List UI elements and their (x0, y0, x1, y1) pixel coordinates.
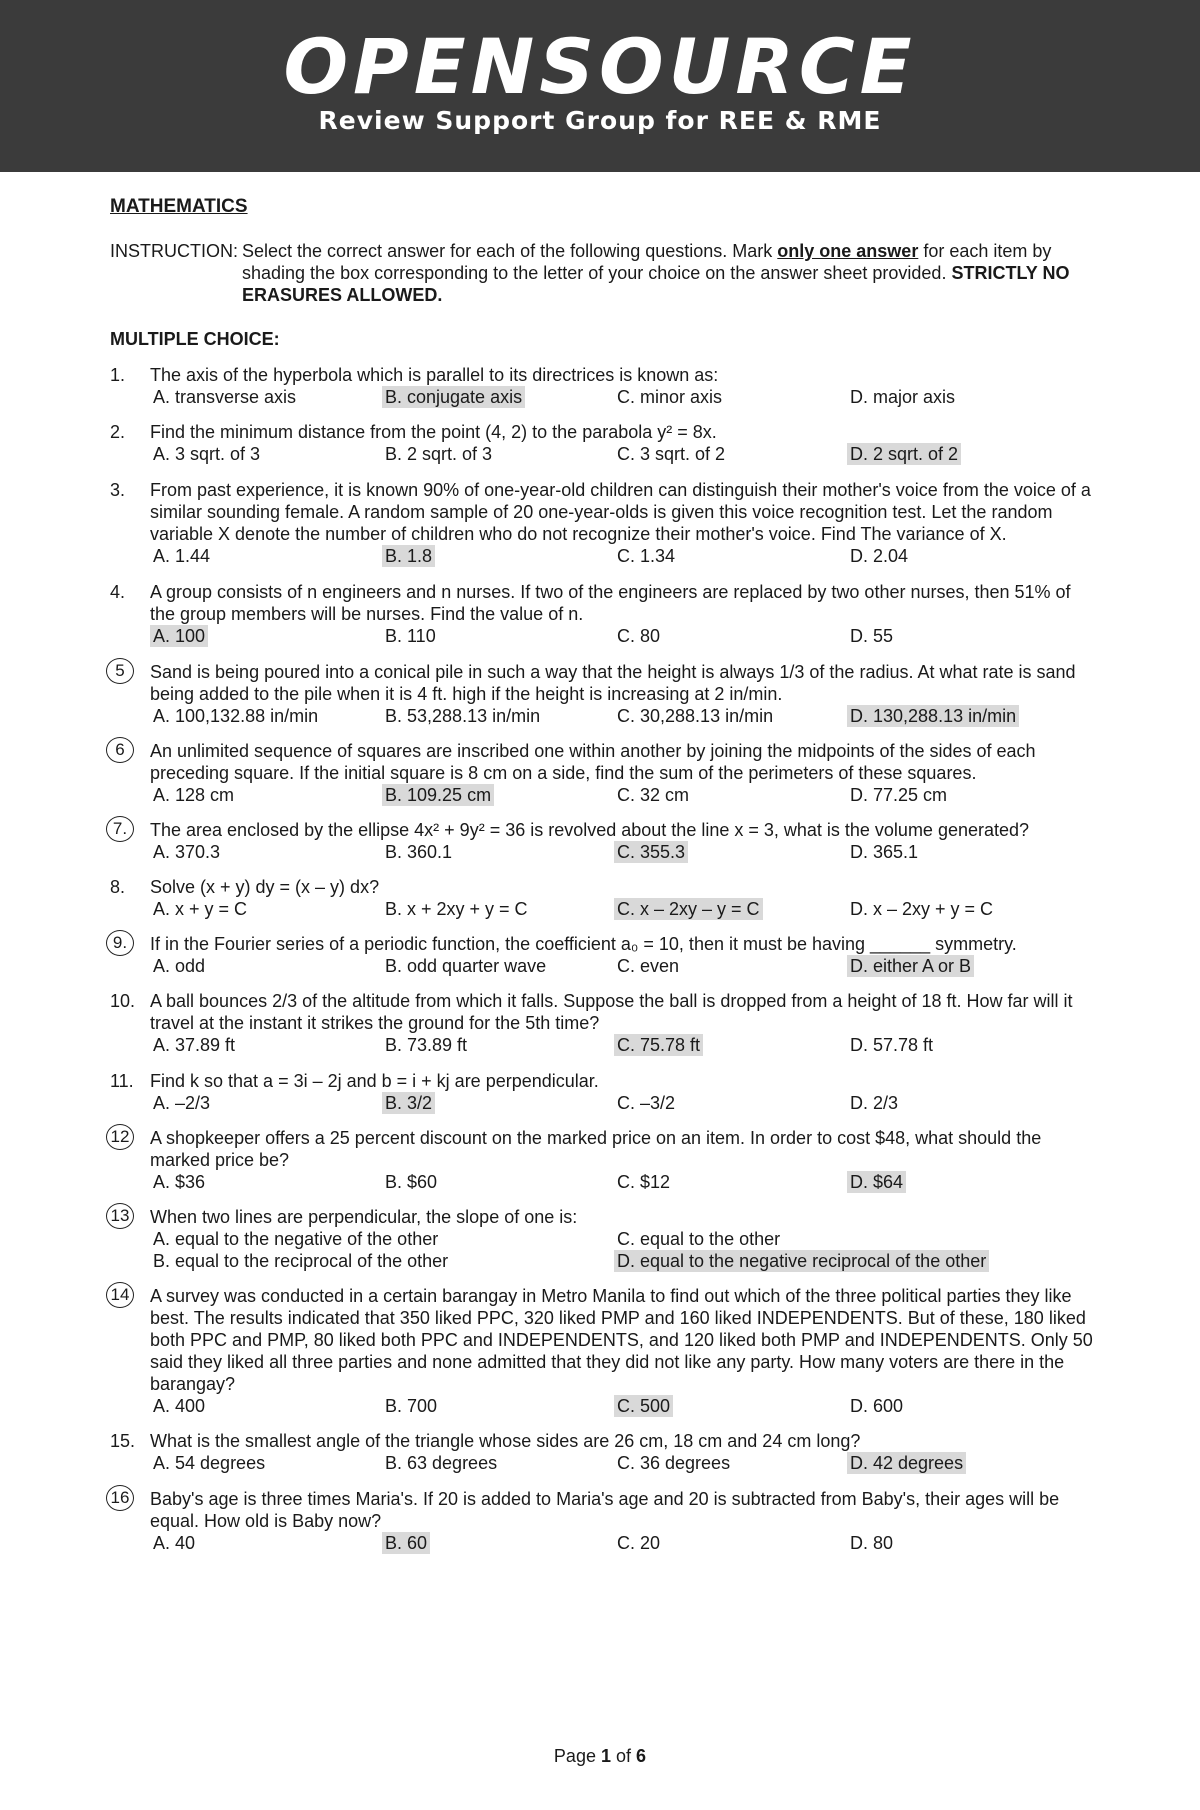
question-text: The axis of the hyperbola which is parallel to its directrices is known as: (150, 365, 719, 385)
question-item (110, 933, 1095, 979)
choice-row (150, 1171, 1095, 1195)
answer-choice[interactable]: D. 80 (850, 1533, 894, 1553)
answer-choice[interactable]: D. 2 sqrt. of 2 (847, 443, 961, 465)
answer-choice[interactable]: A. $36 (153, 1172, 206, 1192)
choice-row (150, 1395, 1095, 1419)
answer-choice[interactable]: A. 100,132.88 in/min (153, 706, 319, 726)
answer-choice[interactable]: C. 20 (617, 1533, 661, 1553)
question-number: 12 (106, 1124, 134, 1150)
answer-choice[interactable]: A. 1.44 (153, 546, 211, 566)
answer-choice[interactable]: B. 2 sqrt. of 3 (385, 444, 493, 464)
footer-current-page: 1 (600, 1746, 611, 1766)
brand-tagline: Review Support Group for REE & RME (318, 106, 882, 135)
choice-row (150, 705, 1095, 729)
answer-choice[interactable]: C. 500 (614, 1395, 673, 1417)
choice-row (150, 625, 1095, 649)
instruction-text (242, 241, 1070, 305)
choice-row (150, 443, 1095, 467)
question-text: An unlimited sequence of squares are inscribed one within another by joining the midpoints of the sides of each preceding square. If the initial square is 8 cm on a side, find the sum of the perimeters of these squares. (150, 741, 1036, 783)
choice-row (150, 841, 1095, 865)
instruction-emphasis: only one answer (777, 241, 919, 261)
question-text: If in the Fourier series of a periodic function, the coefficient a₀ = 10, then it must be having ______ symmetry. (150, 934, 1017, 954)
choice-row (150, 1092, 1095, 1116)
answer-choice[interactable]: B. 110 (385, 626, 436, 646)
question-item (110, 819, 1095, 865)
answer-choice[interactable]: A. 40 (153, 1533, 196, 1553)
answer-choice[interactable]: B. 700 (385, 1396, 438, 1416)
answer-choice[interactable]: D. 2/3 (850, 1093, 899, 1113)
question-item (110, 1430, 1095, 1476)
question-text: Baby's age is three times Maria's. If 20 is added to Maria's age and 20 is subtracted from Baby's, their ages will be equal. How old is Baby now? (150, 1489, 1060, 1531)
question-item (110, 421, 1095, 467)
answer-choice[interactable]: C. $12 (617, 1172, 671, 1192)
answer-choice[interactable]: C. minor axis (617, 387, 723, 407)
answer-choice[interactable]: B. 53,288.13 in/min (385, 706, 541, 726)
question-item (110, 1127, 1095, 1195)
answer-choice[interactable]: B. 3/2 (382, 1092, 435, 1114)
question-number: 1. (110, 365, 126, 385)
answer-choice[interactable]: B. x + 2xy + y = C (385, 899, 528, 919)
choice-row (150, 784, 1095, 808)
answer-choice[interactable]: B. 360.1 (385, 842, 453, 862)
answer-choice[interactable]: B. 1.8 (382, 545, 435, 567)
answer-choice[interactable]: A. 37.89 ft (153, 1035, 236, 1055)
question-number: 13 (106, 1203, 134, 1229)
answer-choice[interactable]: C. 30,288.13 in/min (617, 706, 774, 726)
answer-choice[interactable]: C. 3 sqrt. of 2 (617, 444, 726, 464)
question-item (110, 1070, 1095, 1116)
subject-title: MATHEMATICS (110, 196, 248, 217)
question-item (110, 1285, 1095, 1419)
answer-choice[interactable]: B. 60 (382, 1532, 430, 1554)
question-text: The area enclosed by the ellipse 4x² + 9y² = 36 is revolved about the line x = 3, what is the volume generated? (150, 820, 1030, 840)
instruction-text-a: Select the correct answer for each of the following questions. Mark (242, 241, 773, 261)
question-number: 15. (110, 1431, 136, 1451)
instruction-block (110, 240, 1095, 306)
question-text: A shopkeeper offers a 25 percent discount on the marked price on an item. In order to cost $48, what should the marked price be? (150, 1128, 1042, 1170)
choice-row (150, 955, 1095, 979)
answer-choice[interactable]: B. odd quarter wave (385, 956, 547, 976)
question-number: 6 (106, 737, 134, 763)
answer-choice[interactable]: A. odd (153, 956, 206, 976)
question-text: From past experience, it is known 90% of one-year-old children can distinguish their mother's voice from the voice of a similar sounding female. A random sample of 20 one-year-olds is given this voice recognition test. Let the random variable X denote the number of children who do not recognize their mother's voice. Find The variance of X. (150, 480, 1091, 544)
answer-choice[interactable]: A. 100 (150, 625, 208, 647)
answer-choice[interactable]: D. 600 (850, 1396, 904, 1416)
answer-choice[interactable]: C. x – 2xy – y = C (614, 898, 763, 920)
question-number: 8. (110, 877, 126, 897)
answer-choice[interactable]: B. conjugate axis (382, 386, 525, 408)
answer-choice[interactable]: C. 80 (617, 626, 661, 646)
choice-row (150, 1034, 1095, 1058)
answer-choice[interactable]: A. transverse axis (153, 387, 297, 407)
exam-content (110, 196, 1095, 1556)
question-item (110, 1488, 1095, 1556)
instruction-label: INSTRUCTION: (110, 241, 238, 261)
choice-row (150, 386, 1095, 410)
question-number: 4. (110, 582, 126, 602)
footer-total-pages: 6 (636, 1746, 647, 1766)
question-number: 11. (110, 1071, 134, 1091)
question-text: A ball bounces 2/3 of the altitude from which it falls. Suppose the ball is dropped from a height of 18 ft. How far will it travel at the instant it strikes the ground for the 5th time? (150, 991, 1073, 1033)
answer-choice[interactable]: A. 3 sqrt. of 3 (153, 444, 261, 464)
answer-choice[interactable]: C. 36 degrees (617, 1453, 731, 1473)
answer-choice[interactable]: D. 365.1 (850, 842, 919, 862)
answer-choice[interactable]: C. even (617, 956, 680, 976)
question-number: 9. (106, 930, 134, 956)
question-number: 7. (106, 816, 134, 842)
answer-choice[interactable]: D. 77.25 cm (850, 785, 948, 805)
header-banner (0, 0, 1200, 172)
answer-choice[interactable]: A. 370.3 (153, 842, 221, 862)
question-text: Sand is being poured into a conical pile in such a way that the height is always 1/3 of the radius. At what rate is sand being added to the pile when it is 4 ft. high if the height is increasing at 2 in/min. (150, 662, 1076, 704)
answer-choice[interactable]: D. $64 (847, 1171, 906, 1193)
answer-choice[interactable]: C. 32 cm (617, 785, 690, 805)
question-text: Find k so that a = 3i – 2j and b = i + kj are perpendicular. (150, 1071, 599, 1091)
answer-choice[interactable]: D. major axis (850, 387, 956, 407)
answer-choice[interactable]: C. –3/2 (617, 1093, 676, 1113)
choice-row (150, 545, 1095, 569)
footer-of: of (616, 1746, 632, 1766)
answer-choice[interactable]: D. equal to the negative reciprocal of the other (614, 1250, 989, 1272)
question-number: 10. (110, 991, 136, 1011)
question-item (110, 661, 1095, 729)
answer-choice[interactable]: D. 2.04 (850, 546, 909, 566)
answer-choice[interactable]: B. equal to the reciprocal of the other (153, 1251, 449, 1271)
answer-choice[interactable]: A. x + y = C (153, 899, 248, 919)
question-item (110, 990, 1095, 1058)
page-footer (0, 1746, 1200, 1767)
question-list (110, 364, 1095, 1556)
question-number: 14 (106, 1282, 134, 1308)
answer-choice[interactable]: A. 54 degrees (153, 1453, 266, 1473)
answer-choice[interactable]: C. 1.34 (617, 546, 676, 566)
question-item (110, 1206, 1095, 1274)
choice-row (150, 1452, 1095, 1476)
answer-choice[interactable]: C. equal to the other (617, 1229, 781, 1249)
instruction-text-b: for each item by shading the box corresponding to the letter of your choice on the answer sheet provided. (242, 241, 1052, 283)
answer-choice[interactable]: A. equal to the negative of the other (153, 1229, 439, 1249)
instruction-strict: STRICTLY NO ERASURES ALLOWED. (242, 263, 1070, 305)
question-item (110, 479, 1095, 569)
question-number: 5 (106, 658, 134, 684)
question-number: 3. (110, 480, 126, 500)
answer-choice[interactable]: D. 42 degrees (847, 1452, 966, 1474)
answer-choice[interactable]: B. 63 degrees (385, 1453, 498, 1473)
answer-choice[interactable]: D. 130,288.13 in/min (847, 705, 1019, 727)
question-item (110, 364, 1095, 410)
answer-choice[interactable]: D. 55 (850, 626, 894, 646)
question-number: 16 (106, 1485, 134, 1511)
question-text: What is the smallest angle of the triangle whose sides are 26 cm, 18 cm and 24 cm long? (150, 1431, 861, 1451)
section-heading: MULTIPLE CHOICE: (110, 329, 280, 349)
question-text: Solve (x + y) dy = (x – y) dx? (150, 877, 380, 897)
choice-row (150, 898, 1095, 922)
brand-title: OPENSOURCE (283, 22, 917, 111)
question-item (110, 740, 1095, 808)
answer-choice[interactable]: A. –2/3 (153, 1093, 211, 1113)
question-text: When two lines are perpendicular, the slope of one is: (150, 1207, 578, 1227)
question-text: A survey was conducted in a certain barangay in Metro Manila to find out which of the three political parties they like best. The results indicated that 350 liked PPC, 320 liked PMP and 160 liked INDEPENDENTS. But of these, 180 liked both PPC and PMP, 80 liked both PPC and INDEPENDENTS, and 120 liked both PMP and INDEPENDENTS. Only 50 said they liked all three parties and none admitted that they did not like any party. How many voters are there in the barangay? (150, 1286, 1093, 1394)
question-item (110, 876, 1095, 922)
question-number: 2. (110, 422, 126, 442)
answer-choice[interactable]: B. 73.89 ft (385, 1035, 468, 1055)
answer-choice[interactable]: A. 128 cm (153, 785, 235, 805)
answer-choice[interactable]: D. 57.78 ft (850, 1035, 934, 1055)
answer-choice[interactable]: A. 400 (153, 1396, 206, 1416)
footer-prefix: Page (553, 1746, 596, 1766)
choice-row (150, 1228, 1095, 1274)
answer-choice[interactable]: D. either A or B (847, 955, 974, 977)
answer-choice[interactable]: B. $60 (385, 1172, 438, 1192)
answer-choice[interactable]: C. 355.3 (614, 841, 688, 863)
choice-row (150, 1532, 1095, 1556)
answer-choice[interactable]: D. x – 2xy + y = C (850, 899, 994, 919)
question-text: A group consists of n engineers and n nurses. If two of the engineers are replaced by two other nurses, then 51% of the group members will be nurses. Find the value of n. (150, 582, 1071, 624)
question-text: Find the minimum distance from the point (4, 2) to the parabola y² = 8x. (150, 422, 717, 442)
question-item (110, 581, 1095, 649)
answer-choice[interactable]: C. 75.78 ft (614, 1034, 703, 1056)
answer-choice[interactable]: B. 109.25 cm (382, 784, 494, 806)
